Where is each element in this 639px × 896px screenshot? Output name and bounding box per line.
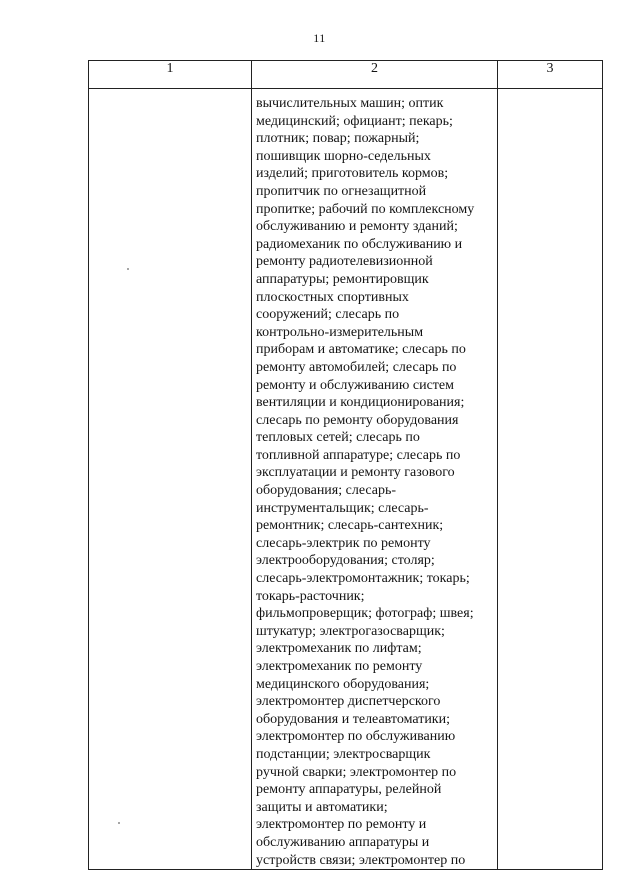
text-line: ремонту и обслуживанию систем [256,377,454,393]
text-line: электромонтер по обслуживанию [256,729,456,745]
text-line: ручной сварки; электромонтер по [256,764,457,780]
cell-col-3 [498,89,603,870]
column-header-1: 1 [89,61,252,89]
text-line: электромонтер диспетчерского [256,694,441,710]
text-line: устройств связи; электромонтер по [256,852,466,868]
scan-speck [127,268,129,270]
occupation-list-text [252,89,497,869]
text-line: электромонтер по ремонту и [256,817,427,833]
text-line: ремонту автомобилей; слесарь по [256,359,457,375]
text-line: плотник; повар; пожарный; [256,131,420,147]
text-line: токарь-расточник; [256,588,365,604]
text-line: изделий; приготовитель кормов; [256,166,449,182]
text-line: контрольно-измерительным [256,324,424,340]
text-line: тепловых сетей; слесарь по [256,430,420,446]
text-line: обслуживанию и ремонту зданий; [256,219,458,235]
text-line: сооружений; слесарь по [256,307,400,323]
text-line: штукатур; электрогазосварщик; [256,623,445,639]
text-line: медицинского оборудования; [256,676,430,692]
text-line: защиты и автоматики; [256,799,388,815]
text-line: электрооборудования; столяр; [256,553,435,569]
text-line: пропитчик по огнезащитной [256,183,427,199]
text-line: электромеханик по лифтам; [256,641,422,657]
text-line: слесарь по ремонту оборудования [256,412,459,428]
column-header-3: 3 [498,61,603,89]
occupations-table [88,60,603,870]
text-line: аппаратуры; ремонтировщик [256,271,429,287]
text-line: слесарь-электромонтажник; токарь; [256,571,470,587]
text-line: электромеханик по ремонту [256,659,423,674]
table-row [89,89,603,870]
text-line: оборудования; слесарь- [256,483,397,499]
text-line: радиомеханик по обслуживанию и [256,236,463,252]
scan-speck [118,822,120,824]
column-header-2: 2 [252,61,498,89]
text-line: подстанции; электросварщик [256,746,431,762]
text-line: вентиляции и кондиционирования; [256,395,465,411]
text-line: фильмопроверщик; фотограф; швея; [256,606,474,622]
text-line: пропитке; рабочий по комплексному [256,201,475,217]
text-line: обслуживанию аппаратуры и [256,834,430,850]
text-line: инструментальщик; слесарь- [256,500,429,516]
text-line: топливной аппаратуре; слесарь по [256,447,461,463]
page-number: 11 [313,31,326,45]
text-line: ремонту аппаратуры, релейной [256,782,442,798]
text-line: приборам и автоматике; слесарь по [256,342,466,358]
table-header-row [89,61,603,89]
text-line: ремонтник; слесарь-сантехник; [256,518,444,534]
text-line: оборудования и телеавтоматики; [256,711,450,727]
text-line: пошивщик шорно-седельных [256,148,431,164]
text-line: медицинский; официант; пекарь; [256,113,453,129]
text-line: эксплуатации и ремонту газового [256,465,455,481]
text-line: слесарь-электрик по ремонту [256,535,431,551]
cell-col-2 [252,89,498,870]
text-line: плоскостных спортивных [256,289,409,305]
text-line: ремонту радиотелевизионной [256,254,433,270]
text-line: вычислительных машин; оптик [256,96,444,111]
cell-col-1 [89,89,252,870]
